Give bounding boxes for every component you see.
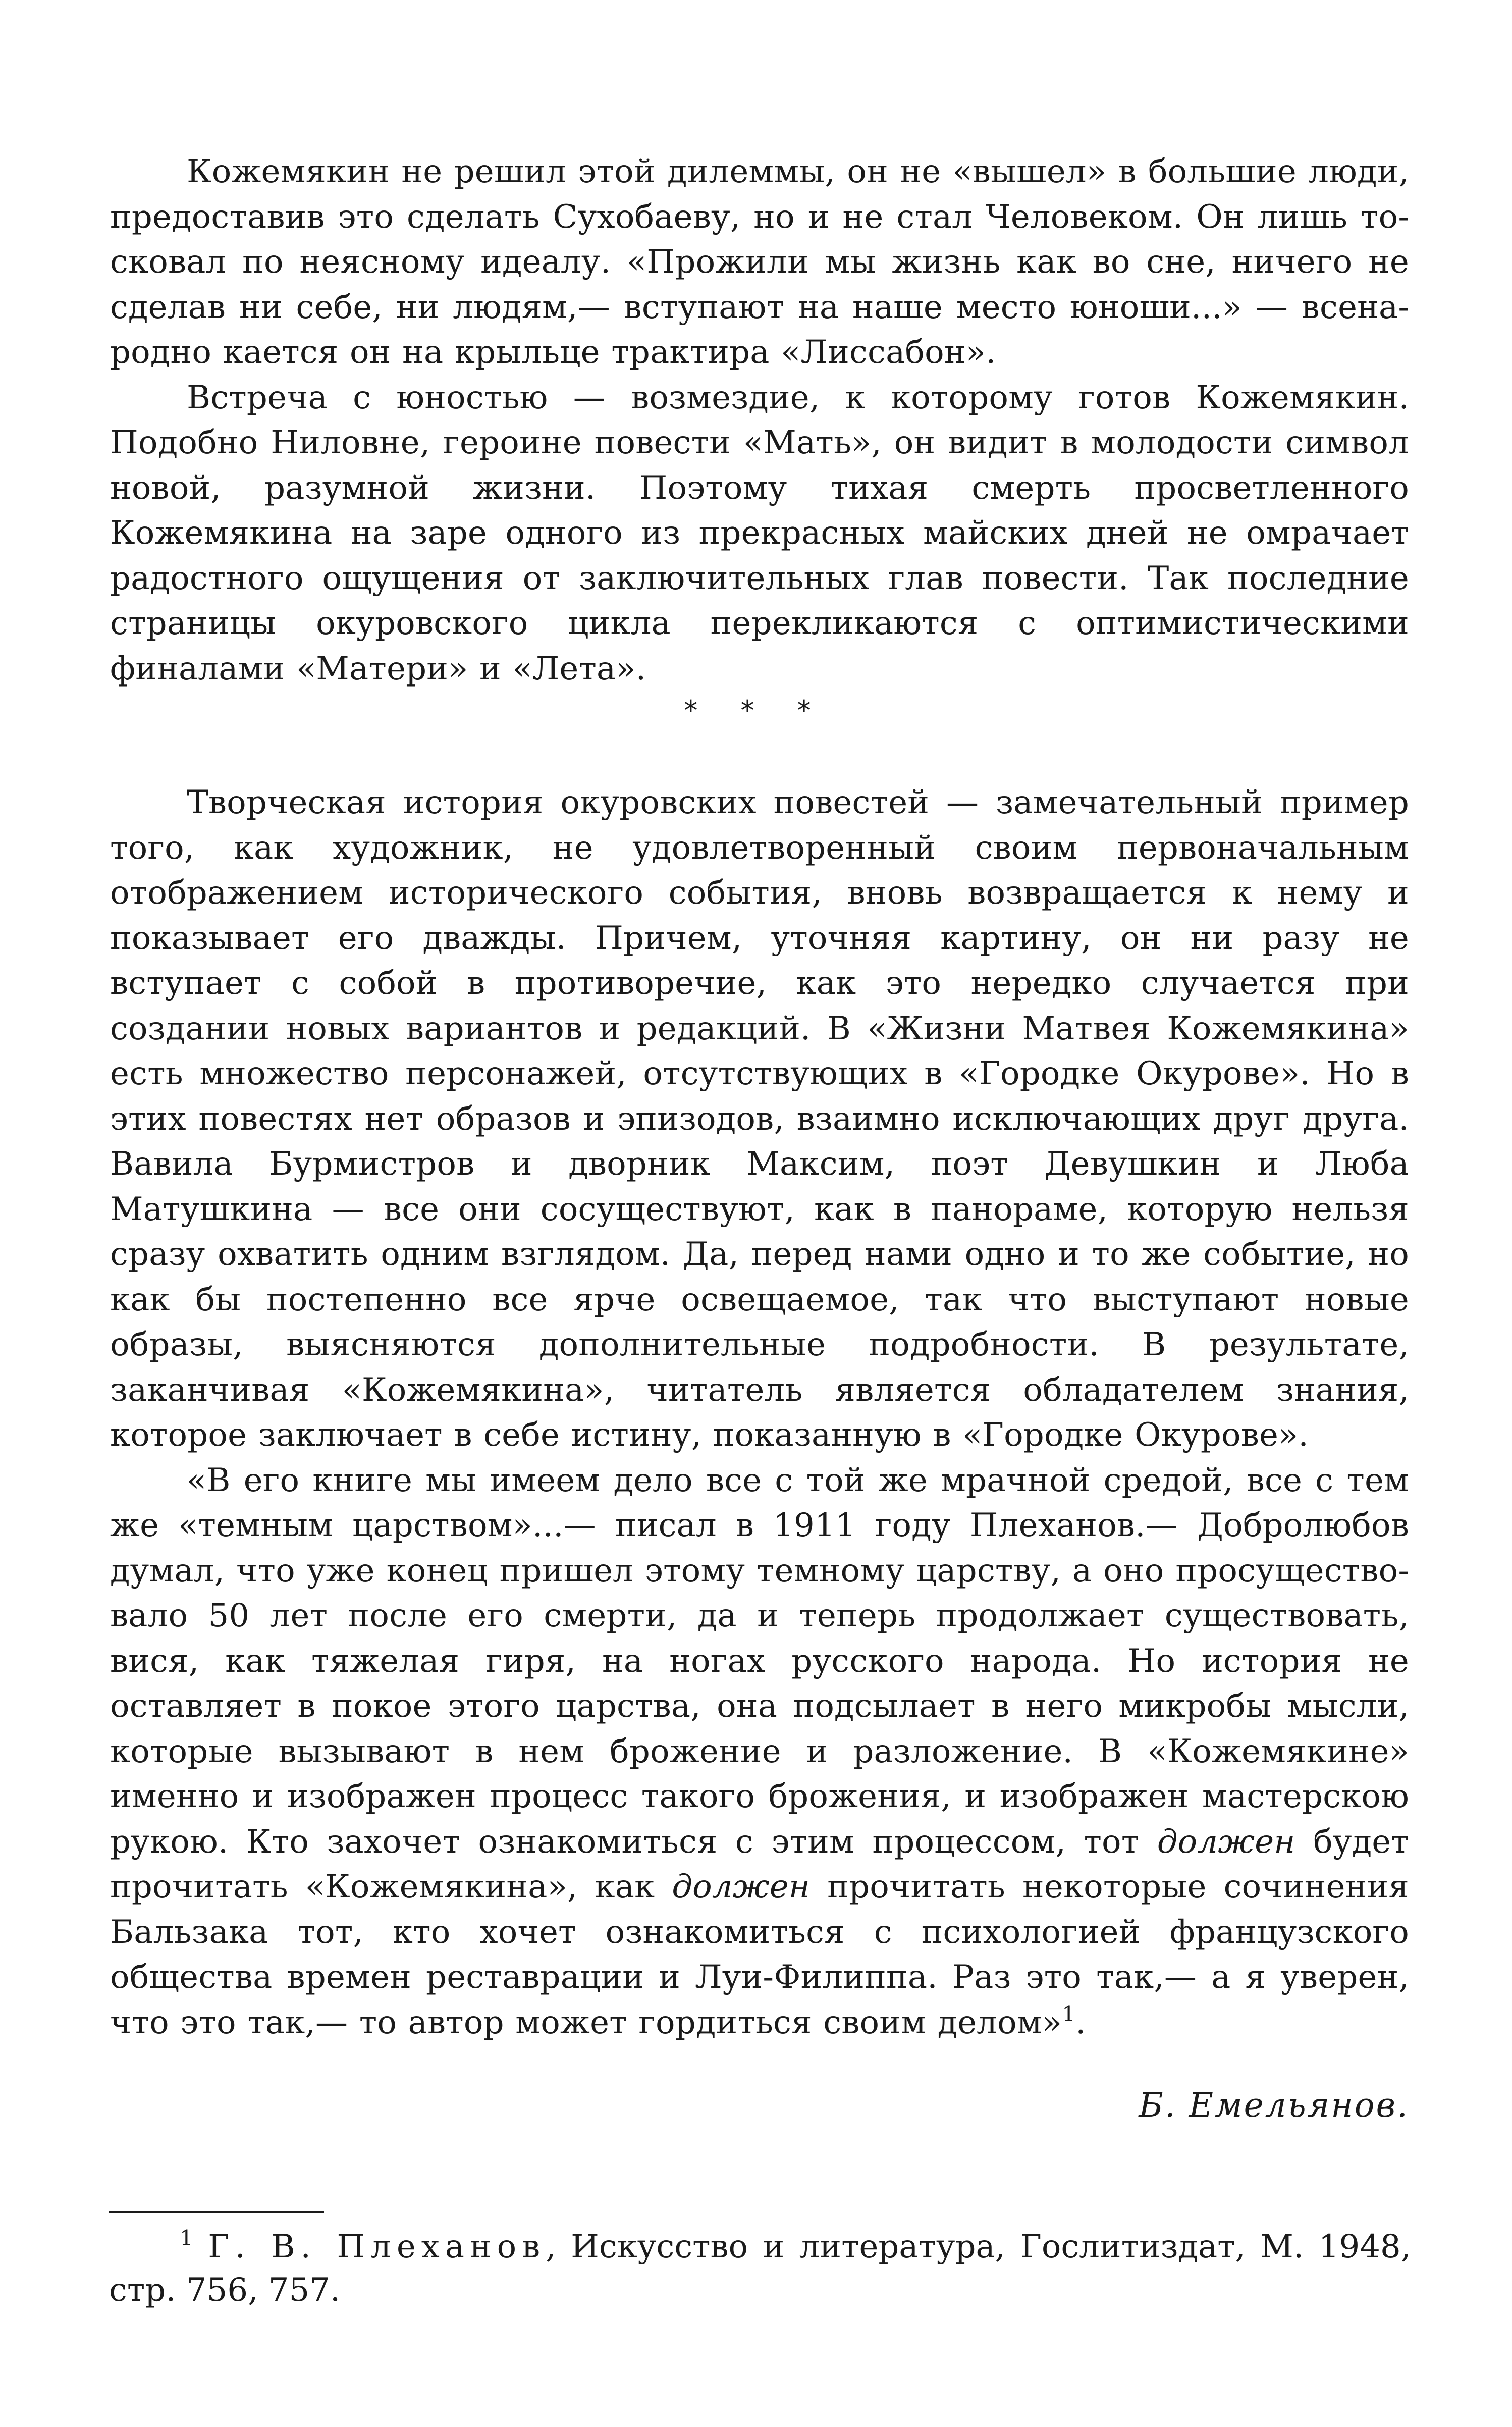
- quote-end: .: [1075, 2003, 1086, 2041]
- footnote-marker: 1: [180, 2226, 193, 2250]
- quote-emphasis-1: должен: [1157, 1823, 1295, 1861]
- footnote-divider: [109, 2211, 324, 2213]
- paragraph-4-quote: [110, 1458, 1409, 2046]
- footnote-reference: 1: [1062, 2001, 1076, 2026]
- footnote: [109, 2225, 1411, 2312]
- author-signature: Б. Емельянов.: [1139, 2086, 1409, 2125]
- quote-part-3: прочитать некоторые сочинения Бальзака тот, кто хочет ознакомиться с психологией французского общества времен реставрации и Луи-Филиппа. Раз это так,— а я уверен, что это так,— то автор может гордиться своим делом»: [110, 1868, 1409, 2041]
- footnote-author: Г. В. Плеханов: [208, 2228, 546, 2265]
- quote-part-2: будет прочитать «Кожемякина», как: [110, 1823, 1409, 1906]
- section-separator: * * *: [684, 695, 828, 726]
- text-block-bottom: [110, 780, 1409, 2045]
- paragraph-3: Творческая история окуровских повестей — замечательный пример того, как художник, не удовлетворенный своим первоначальным отображением исторического события, вновь возвращается к нему и показывает его дважды. Причем, уточняя картину, он ни разу не вступает с собой в противоречие, как это нередко случается при создании новых вариантов и редакций. В «Жизни Матвея Кожемякина» есть множество персонажей, отсутствующих в «Городке Окурове». Но в этих повестях нет образов и эпизодов, взаимно исключающих друг друга. Вавила Бурмистров и дворник Максим, поэт Девушкин и Люба Матушкина — все они сосуществуют, как в панораме, которую нельзя сразу охватить одним взглядом. Да, перед нами одно и то же событие, но как бы постепенно все ярче освещаемое, так что выступают новые образы, выясняются дополнительные подробности. В результате, заканчивая «Кожемякина», читатель является обладателем знания, которое заключает в себе истину, показанную в «Городке Окурове».: [110, 784, 1409, 1454]
- paragraph-2: Встреча с юностью — возмездие, к которому готов Кожемякин. Подобно Ниловне, героине повести «Мать», он видит в молодости символ новой, разумной жизни. Поэтому тихая смерть просветленного Кожемякина на заре одного из прекрасных майских дней не омрачает радостного ощущения от заключительных глав повести. Так последние страницы окуровского цикла перекликаются с оптимистическими финалами «Матери» и «Лета».: [110, 379, 1409, 688]
- paragraph-1: Кожемякин не решил этой дилеммы, он не «вышел» в большие люди, предоставив это сделать Сухобаеву, но и не стал Человеком. Он лишь тосковал по неясному идеалу. «Прожили мы жизнь как во сне, ничего не сделав ни себе, ни людям,— вступают на наше место юноши...» — всенародно кается он на крыльце трактира «Лиссабон».: [110, 153, 1409, 371]
- text-block-top: [110, 149, 1409, 692]
- quote-emphasis-2: должен: [672, 1868, 811, 1906]
- footnote-text: , Искусство и литература, Гослитиздат, М. 1948, стр. 756, 757.: [109, 2228, 1412, 2309]
- quote-part-1: «В его книге мы имеем дело все с той же мрачной средой, все с тем же «темным царством»...— писал в 1911 году Плеханов.— Добролюбов думал, что уже конец пришел этому темному царству, а оно просуществовало 50 лет после его смерти, да и теперь продолжает существовать, вися, как тяжелая гиря, на ногах русского народа. Но история не оставляет в покое этого царства, она подсылает в него микробы мысли, которые вызывают в нем брожение и разложение. В «Кожемякине» именно и изображен процесс такого брожения, и изображен мастерскою рукою. Кто захочет ознакомиться с этим процессом, тот: [110, 1461, 1409, 1861]
